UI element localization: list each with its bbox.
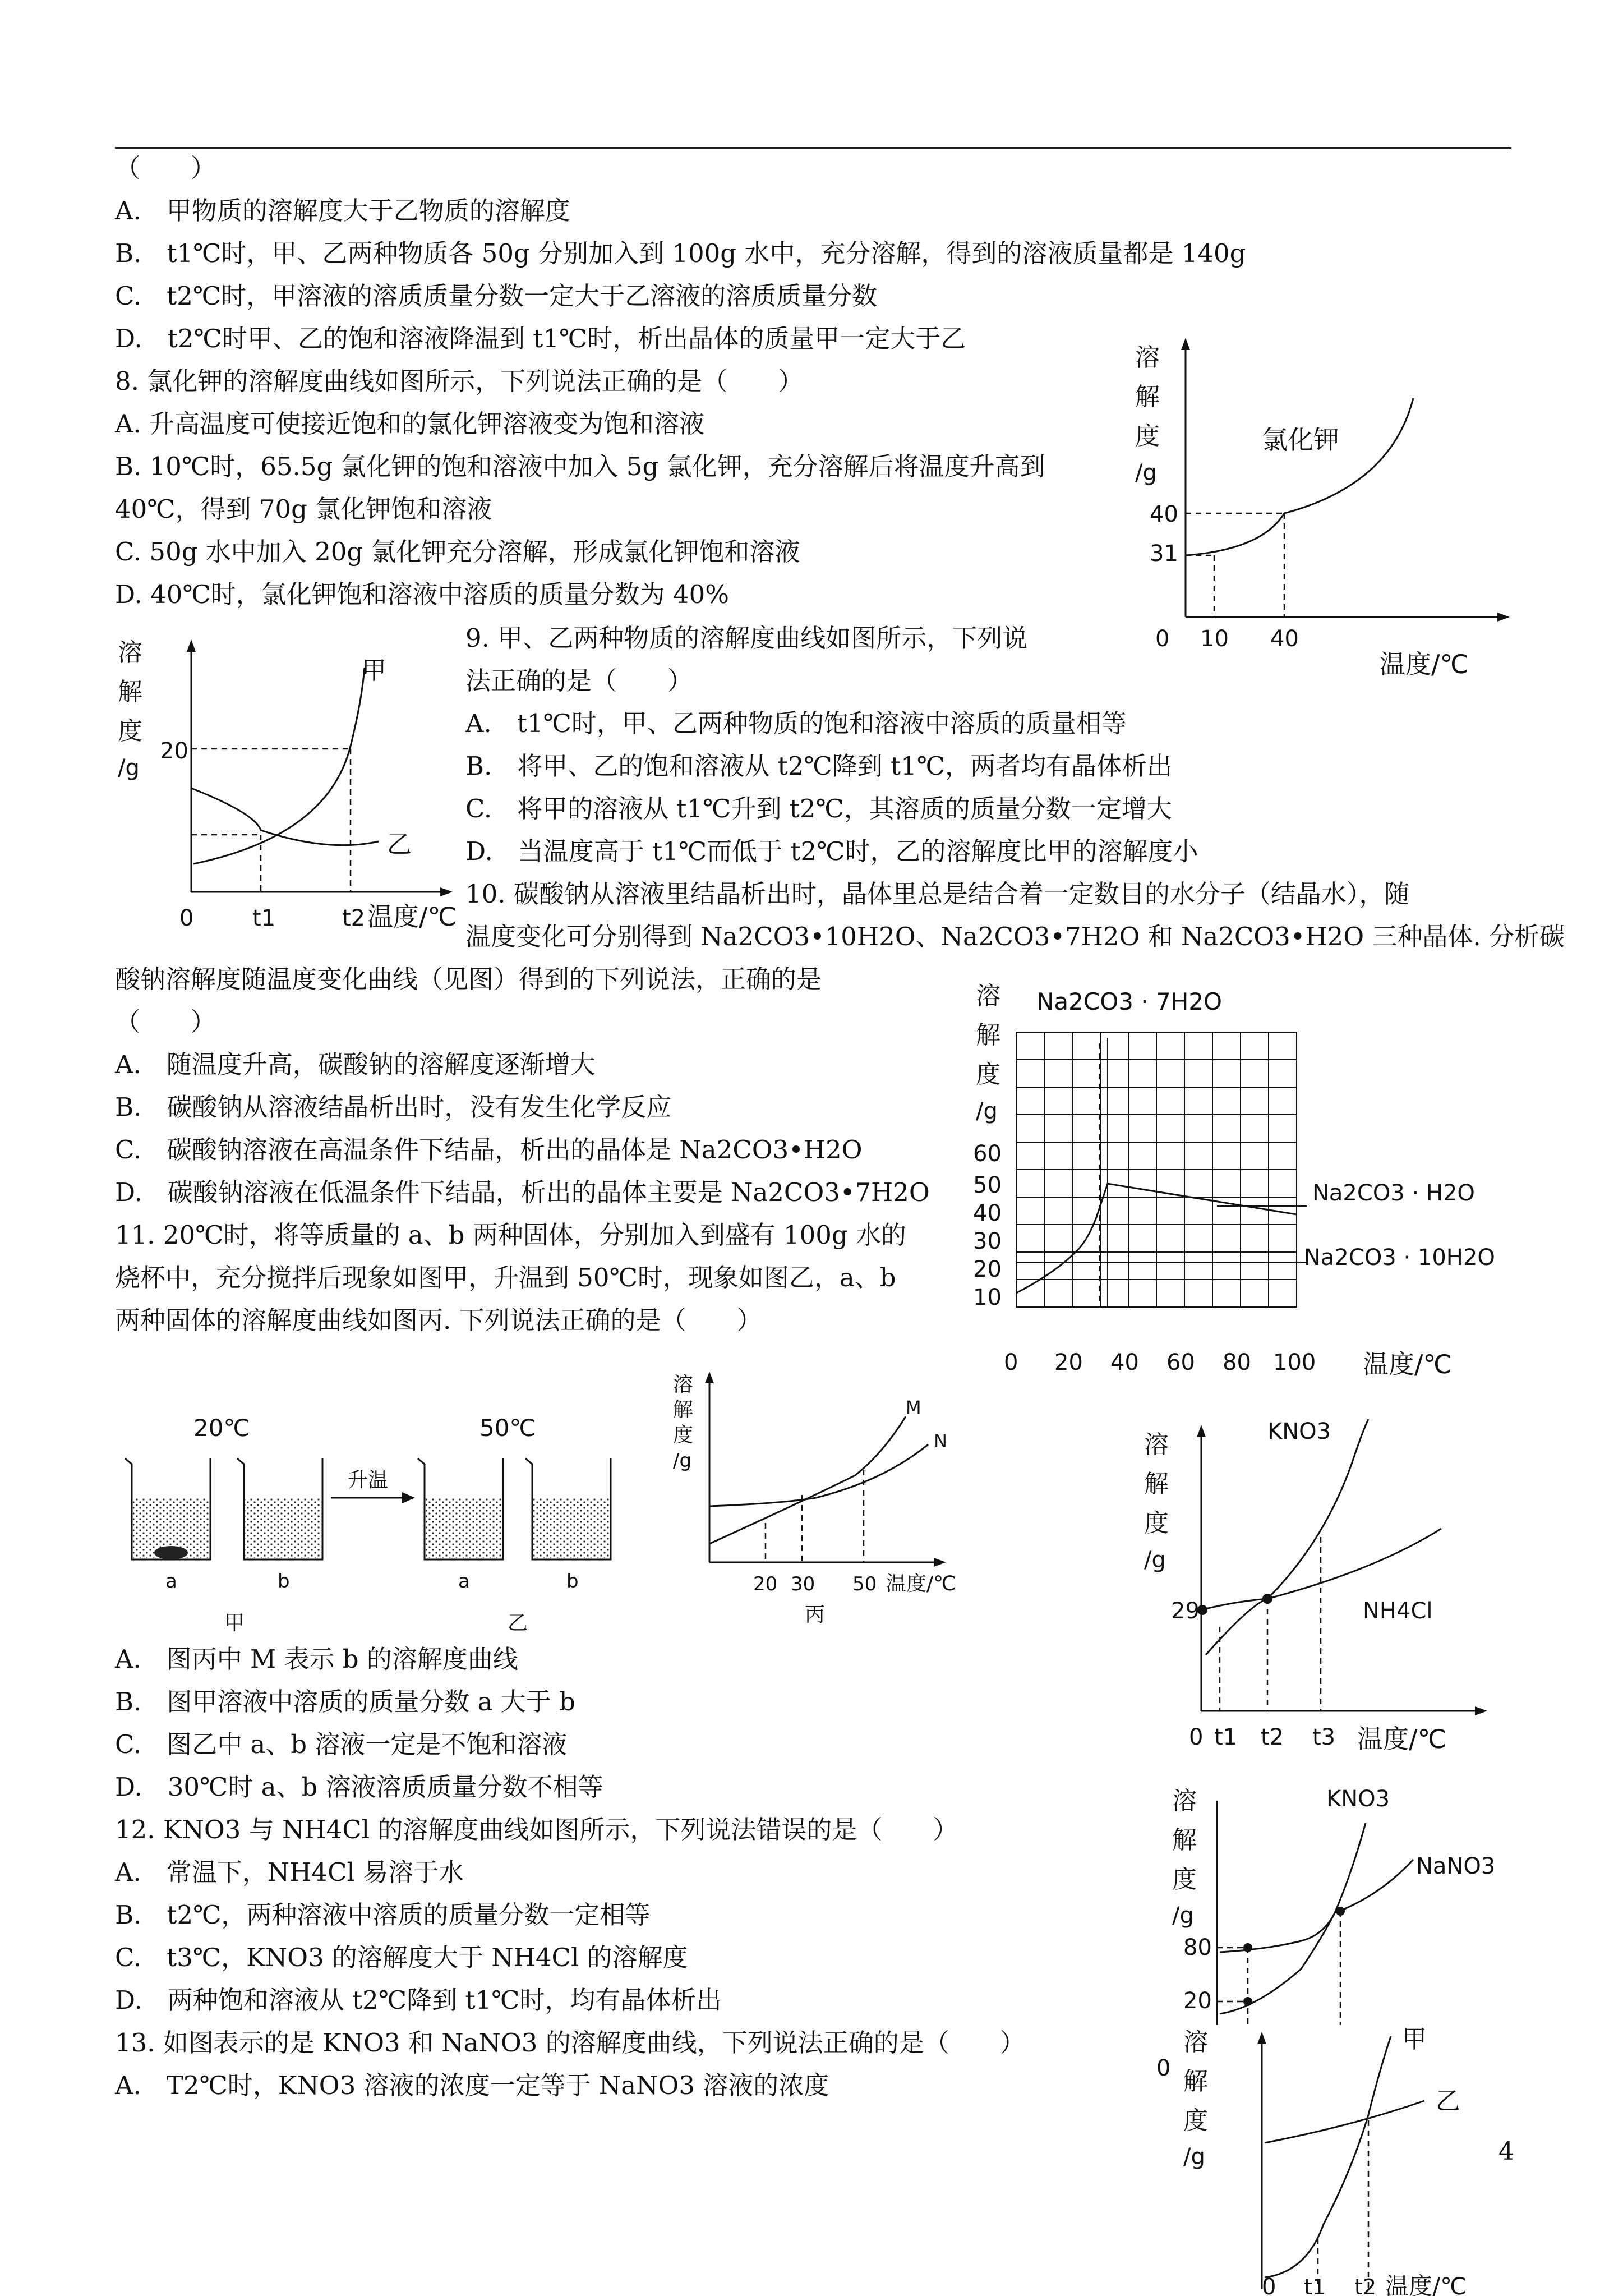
x-tick: t1 <box>1304 2275 1326 2296</box>
text-line: D. 当温度高于 t1℃而低于 t2℃时，乙的溶解度比甲的溶解度小 <box>465 836 1198 866</box>
curve-label-jia: 甲 <box>1402 2025 1427 2054</box>
y-label-char: 溶 <box>976 982 1000 1010</box>
text-line: B. 图甲溶液中溶质的质量分数 a 大于 b <box>115 1687 575 1717</box>
text-line: 11. 20℃时，将等质量的 a、b 两种固体，分别加入到盛有 100g 水的 <box>115 1220 907 1250</box>
label-7h2o: Na2CO3 · 7H2O <box>1036 988 1223 1015</box>
curve-label-kno3: KNO3 <box>1267 1419 1331 1444</box>
text-line: 9. 甲、乙两种物质的溶解度曲线如图所示，下列说 <box>465 623 1028 653</box>
x-axis-arrow <box>934 1558 946 1567</box>
y-label-char: 溶 <box>118 638 142 667</box>
y-label-char: 解 <box>1135 383 1160 411</box>
text-line: D. 碳酸钠溶液在低温条件下结晶，析出的晶体主要是 Na2CO3•7H2O <box>115 1177 930 1207</box>
text-line: B. 10℃时，65.5g 氯化钾的饱和溶液中加入 5g 氯化钾，充分溶解后将温度升高到 <box>115 452 1045 481</box>
x-tick: 40 <box>1270 626 1299 652</box>
y-label-char: 解 <box>118 678 142 706</box>
y-axis-arrow <box>187 639 196 652</box>
x-tick: 80 <box>1223 1350 1251 1375</box>
text-line: 烧杯中，充分搅拌后现象如图甲，升温到 50℃时，现象如图乙，a、b <box>115 1263 896 1292</box>
q12-solubility-figure <box>1138 1408 1531 1767</box>
x-tick: 50 <box>852 1573 877 1595</box>
origin: 0 <box>179 905 194 931</box>
x-tick: 20 <box>753 1573 778 1595</box>
x-label: 温度/℃ <box>1385 2272 1467 2296</box>
y-label-char: 度 <box>1172 1865 1197 1894</box>
curve-label-nh4cl: NH4Cl <box>1363 1598 1433 1624</box>
text-line: C. 碳酸钠溶液在高温条件下结晶，析出的晶体是 Na2CO3•H2O <box>115 1135 863 1165</box>
text-line: 法正确的是（ ） <box>465 666 693 696</box>
y-label-char: 溶 <box>1172 1787 1197 1815</box>
curve-label-jia: 甲 <box>362 656 386 685</box>
y-label-unit: /g <box>1172 1903 1194 1929</box>
y-label-char: 度 <box>1144 1509 1169 1538</box>
x-tick: 10 <box>1200 626 1229 652</box>
curve-kno3 <box>1220 1823 1366 2014</box>
text-line: A. 甲物质的溶解度大于乙物质的溶解度 <box>115 196 570 226</box>
text-line: 12. KNO3 与 NH4Cl 的溶解度曲线如图所示，下列说法错误的是（ ） <box>115 1815 958 1844</box>
curve-label-m: M <box>906 1397 921 1418</box>
y-tick: 20 <box>160 738 188 764</box>
x-axis-arrow <box>1475 1706 1487 1715</box>
curve-yi <box>191 788 379 845</box>
origin: 0 <box>1155 626 1170 652</box>
na2co3-solubility-figure <box>970 976 1542 1391</box>
x-label: 温度/℃ <box>1357 1724 1447 1754</box>
curve-yi <box>1265 2101 1424 2143</box>
x-tick: 30 <box>791 1573 815 1595</box>
x-tick: 0 <box>1004 1350 1018 1375</box>
origin: 0 <box>1262 2274 1276 2296</box>
y-label-char: 溶 <box>1183 2028 1208 2056</box>
y-tick: 20 <box>1183 1988 1212 2014</box>
label-h2o: Na2CO3 · H2O <box>1312 1180 1475 1206</box>
y-label-unit: /g <box>1135 460 1157 486</box>
text-line: 两种固体的溶解度曲线如图丙. 下列说法正确的是（ ） <box>115 1305 762 1335</box>
bottom-solubility-figure <box>1156 2025 1542 2296</box>
y-tick: 40 <box>973 1200 1002 1226</box>
y-label-unit: /g <box>1183 2144 1205 2170</box>
text-line: A. 随温度升高，碳酸钠的溶解度逐渐增大 <box>115 1050 596 1079</box>
curve-label-nano3: NaNO3 <box>1416 1853 1496 1879</box>
beaker-a-20 <box>125 1458 210 1559</box>
y-label-char: 解 <box>976 1021 1000 1050</box>
text-line: （ ） <box>115 153 216 183</box>
y-tick: 60 <box>973 1141 1002 1167</box>
y-tick: 40 <box>1150 501 1178 527</box>
y-label-char: 解 <box>673 1398 694 1421</box>
x-label: 温度/℃ <box>367 901 457 932</box>
caption-bing: 丙 <box>805 1603 826 1626</box>
y-label-unit: /g <box>673 1450 692 1472</box>
y-label-unit: /g <box>118 755 140 781</box>
y-label-unit: /g <box>1144 1547 1166 1573</box>
beaker-b-20 <box>237 1458 322 1559</box>
y-axis-arrow <box>705 1372 714 1383</box>
text-line: 10. 碳酸钠从溶液里结晶析出时，晶体里总是结合着一定数目的水分子（结晶水），随 <box>465 879 1410 909</box>
text-line: A. 升高温度可使接近饱和的氯化钾溶液变为饱和溶液 <box>115 409 705 439</box>
y-tick: 30 <box>973 1228 1002 1254</box>
beaker-label-b: b <box>566 1570 579 1593</box>
y-label-char: 解 <box>1144 1470 1169 1498</box>
beaker-label-a: a <box>165 1570 177 1593</box>
curve-kno3 <box>1206 1419 1368 1655</box>
y-axis-arrow <box>1181 338 1190 350</box>
y-tick: 10 <box>973 1285 1002 1310</box>
arrow-head <box>402 1492 415 1503</box>
curve-label: 氯化钾 <box>1262 425 1339 455</box>
curve-jia <box>193 668 365 864</box>
y-tick: 50 <box>973 1172 1002 1198</box>
y-tick: 29 <box>1171 1598 1200 1624</box>
curve-label-kno3: KNO3 <box>1326 1786 1390 1812</box>
undissolved-solid <box>154 1546 188 1559</box>
y-axis-arrow <box>1257 2032 1266 2044</box>
bottom-figure-xaxis <box>1183 2272 1542 2296</box>
text-line: B. 将甲、乙的饱和溶液从 t2℃降到 t1℃，两者均有晶体析出 <box>465 751 1173 781</box>
x-axis-arrow <box>1497 613 1510 622</box>
y-label-char: 溶 <box>1144 1430 1169 1459</box>
caption-yi: 乙 <box>508 1612 528 1635</box>
origin: 0 <box>1189 1724 1204 1750</box>
x-tick: t1 <box>1214 1724 1238 1750</box>
text-line: A. t1℃时，甲、乙两种物质的饱和溶液中溶质的质量相等 <box>465 708 1127 738</box>
y-tick: 20 <box>973 1257 1002 1282</box>
caption-jia: 甲 <box>224 1612 245 1635</box>
q11-solubility-figure <box>670 1369 995 1632</box>
x-tick: 20 <box>1054 1350 1083 1375</box>
y-label-char: 度 <box>1135 422 1160 450</box>
text-line: 8. 氯化钾的溶解度曲线如图所示，下列说法正确的是（ ） <box>115 366 804 396</box>
x-tick: t1 <box>252 905 276 931</box>
origin: 0 <box>1156 2055 1171 2081</box>
text-line: D. 40℃时，氯化钾饱和溶液中溶质的质量分数为 40% <box>115 579 730 609</box>
curve-m <box>709 1416 906 1544</box>
text-line: D. 30℃时 a、b 溶液溶质质量分数不相等 <box>115 1772 603 1802</box>
text-line: D. t2℃时甲、乙的饱和溶液降温到 t1℃时，析出晶体的质量甲一定大于乙 <box>115 324 966 353</box>
text-line: A. 图丙中 M 表示 b 的溶解度曲线 <box>115 1644 518 1674</box>
curve-label-yi: 乙 <box>1436 2087 1460 2115</box>
x-label: 温度/℃ <box>1363 1349 1453 1379</box>
y-axis-arrow <box>1197 1425 1206 1437</box>
x-tick: t2 <box>1261 1724 1284 1750</box>
text-line: 40℃，得到 70g 氯化钾饱和溶液 <box>115 494 492 524</box>
y-label-char: 解 <box>1172 1826 1197 1855</box>
x-tick: t3 <box>1312 1724 1336 1750</box>
text-line: B. t1℃时，甲、乙两种物质各 50g 分别加入到 100g 水中，充分溶解，得到的溶液质量都是 140g <box>115 238 1246 268</box>
text-line: D. 两种饱和溶液从 t2℃降到 t1℃时，均有晶体析出 <box>115 1985 722 2015</box>
header-rule <box>115 147 1511 149</box>
kcl-solubility-figure <box>1122 337 1525 684</box>
y-label-char: 度 <box>976 1060 1000 1089</box>
text-line: 酸钠溶解度随温度变化曲线（见图）得到的下列说法，正确的是 <box>115 964 822 994</box>
beaker-b-50 <box>525 1458 611 1559</box>
text-line: 温度变化可分别得到 Na2CO3•10H2O、Na2CO3•7H2O 和 Na2CO3•H2O 三种晶体. 分析碳 <box>465 922 1565 951</box>
beaker-label-a: a <box>458 1570 470 1593</box>
page-number: 4 <box>1498 2137 1514 2166</box>
text-line: C. 图乙中 a、b 溶液一定是不饱和溶液 <box>115 1729 568 1759</box>
beakers-figure <box>115 1402 625 1638</box>
temp-label: 20℃ <box>193 1414 250 1442</box>
q9-solubility-figure <box>115 634 468 948</box>
text-line: B. 碳酸钠从溶液结晶析出时，没有发生化学反应 <box>115 1092 672 1122</box>
y-label-char: 度 <box>118 717 142 746</box>
text-line: B. t2℃，两种溶液中溶质的质量分数一定相等 <box>115 1900 651 1930</box>
y-label-char: 溶 <box>1135 343 1160 372</box>
text-line: A. T2℃时，KNO3 溶液的浓度一定等于 NaNO3 溶液的浓度 <box>115 2070 829 2100</box>
curve-n <box>709 1444 928 1506</box>
y-label-char: 溶 <box>673 1373 694 1396</box>
grid-lines <box>1016 1032 1297 1307</box>
x-tick: 60 <box>1166 1350 1195 1375</box>
label-10h2o: Na2CO3 · 10H2O <box>1304 1245 1495 1271</box>
curve-label-n: N <box>934 1430 947 1452</box>
curve-label-yi: 乙 <box>387 830 412 859</box>
beaker-a-50 <box>418 1458 503 1559</box>
x-label: 温度/℃ <box>1380 649 1469 679</box>
arrow-label: 升温 <box>348 1469 389 1492</box>
text-line: C. 将甲的溶液从 t1℃升到 t2℃，其溶质的质量分数一定增大 <box>465 794 1172 823</box>
temp-label: 50℃ <box>479 1414 536 1442</box>
curve-jia <box>1265 2036 1391 2277</box>
kcl-curve <box>1186 398 1413 555</box>
y-label-char: 解 <box>1183 2067 1208 2096</box>
text-line: A. 常温下，NH4Cl 易溶于水 <box>115 1857 464 1887</box>
y-tick: 80 <box>1183 1935 1212 1961</box>
text-line: C. t3℃，KNO3 的溶解度大于 NH4Cl 的溶解度 <box>115 1943 688 1972</box>
text-line: （ ） <box>115 1007 216 1037</box>
text-line: C. 50g 水中加入 20g 氯化钾充分溶解，形成氯化钾饱和溶液 <box>115 537 800 567</box>
curve-nano3 <box>1220 1860 1413 1952</box>
y-label-char: 度 <box>673 1424 694 1447</box>
text-line: 13. 如图表示的是 KNO3 和 NaNO3 的溶解度曲线，下列说法正确的是（ ） <box>115 2028 1025 2058</box>
y-tick: 31 <box>1150 541 1178 567</box>
x-axis-arrow <box>440 887 453 896</box>
x-tick: 100 <box>1273 1350 1316 1375</box>
beaker-label-b: b <box>278 1570 290 1593</box>
x-tick: t2 <box>1354 2275 1377 2296</box>
x-tick: t2 <box>342 905 366 931</box>
text-line: C. t2℃时，甲溶液的溶质质量分数一定大于乙溶液的溶质质量分数 <box>115 281 878 311</box>
x-label: 温度/℃ <box>886 1572 956 1595</box>
y-label-unit: /g <box>976 1098 998 1124</box>
y-label-char: 度 <box>1183 2106 1208 2135</box>
x-tick: 40 <box>1110 1350 1139 1375</box>
